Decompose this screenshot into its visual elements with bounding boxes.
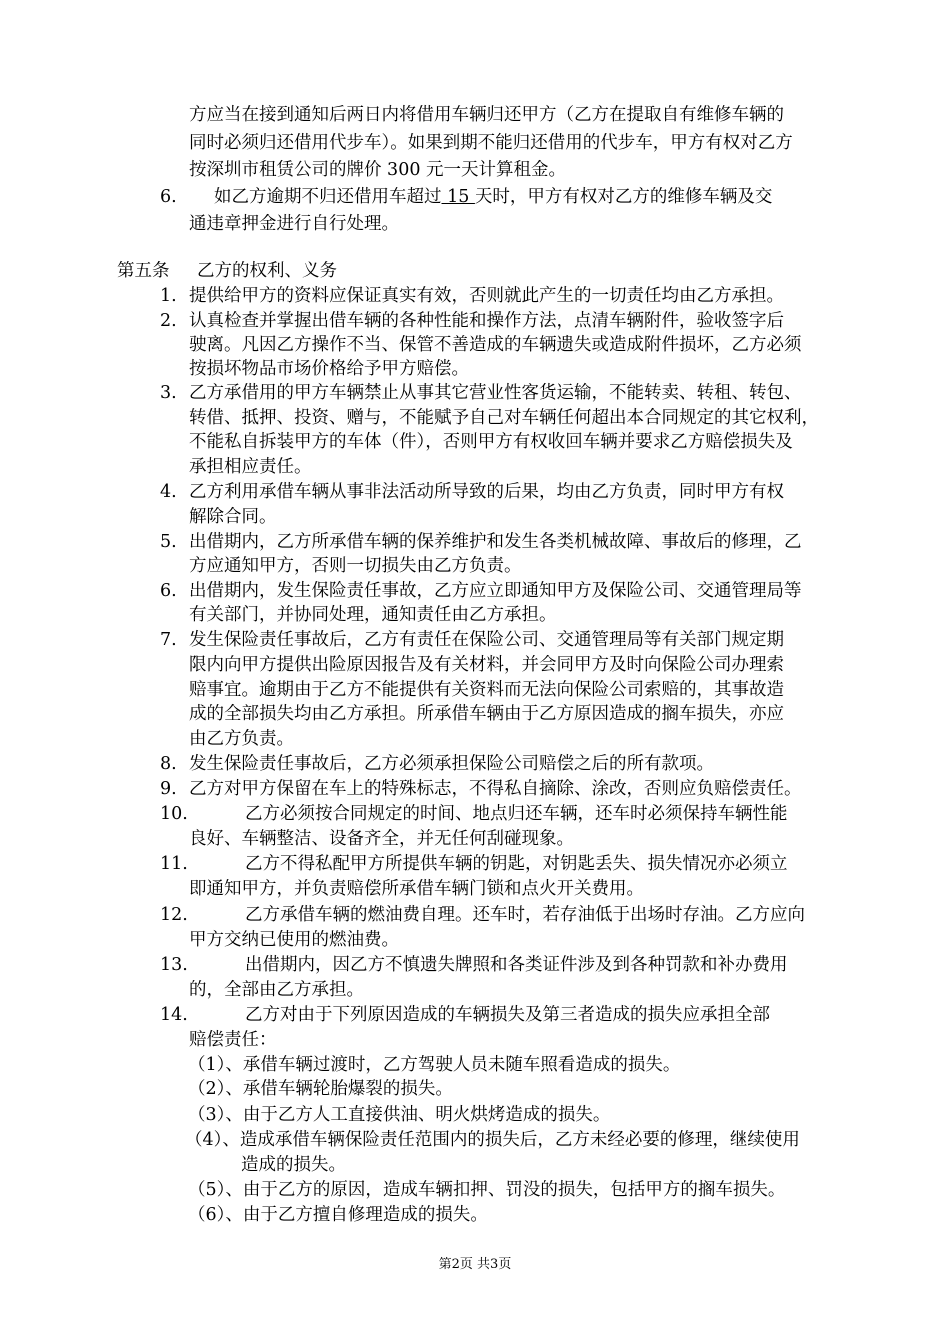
item-number: 8. xyxy=(160,754,177,774)
item-text: 发生保险责任事故后，乙方有责任在保险公司、交通管理局等有关部门规定期 xyxy=(189,630,784,650)
item-text: 转借、抵押、投资、赠与，不能赋予自己对车辆任何超出本合同规定的其它权利， xyxy=(189,408,819,428)
item-text: 驶离。凡因乙方操作不当、保管不善造成的车辆遗失或造成附件损坏，乙方必须 xyxy=(189,335,802,355)
item-text: 限内向甲方提供出险原因报告及有关材料，并会同甲方及时向保险公司办理索 xyxy=(189,655,784,675)
item-text: 认真检查并掌握出借车辆的各种性能和操作方法，点清车辆附件，验收签字后 xyxy=(189,311,784,331)
item-number: 6. xyxy=(160,581,177,601)
item-number: 1. xyxy=(160,286,177,306)
item-text: 不能私自拆装甲方的车体（件），否则甲方有权收回车辆并要求乙方赔偿损失及 xyxy=(189,432,793,452)
sub-item: （5）、由于乙方的原因，造成车辆扣押、罚没的损失，包括甲方的搁车损失。 xyxy=(188,1180,786,1200)
item-text: 出借期内，因乙方不慎遗失牌照和各类证件涉及到各种罚款和补办费用 xyxy=(245,955,788,975)
item-text: 甲方交纳已使用的燃油费。 xyxy=(189,930,399,950)
sub-item: （1）、承借车辆过渡时，乙方驾驶人员未随车照看造成的损失。 xyxy=(188,1055,681,1075)
item-text: 乙方对由于下列原因造成的车辆损失及第三者造成的损失应承担全部 xyxy=(245,1005,770,1025)
item-text: 发生保险责任事故后，乙方必须承担保险公司赔偿之后的所有款项。 xyxy=(189,754,714,774)
item-number: 3. xyxy=(160,383,177,403)
item-text-part: 如乙方逾期不归还借用车超过 xyxy=(214,187,442,207)
item-text: 出借期内，乙方所承借车辆的保养维护和发生各类机械故障、事故后的修理，乙 xyxy=(189,532,802,552)
item-number: 11. xyxy=(160,854,188,874)
continuation-line: 按深圳市租赁公司的牌价 300 元一天计算租金。 xyxy=(189,160,567,180)
item-text: 通违章押金进行自行处理。 xyxy=(189,214,399,234)
item-text: 良好、车辆整洁、设备齐全，并无任何刮碰现象。 xyxy=(189,829,574,849)
item-number: 12. xyxy=(160,905,188,925)
sub-item: （6）、由于乙方擅自修理造成的损失。 xyxy=(188,1205,488,1225)
item-text: 的，全部由乙方承担。 xyxy=(189,980,364,1000)
sub-item: （3）、由于乙方人工直接供油、明火烘烤造成的损失。 xyxy=(188,1105,611,1125)
item-text: 赔偿责任： xyxy=(189,1030,277,1050)
continuation-line: 同时必须归还借用代步车）。如果到期不能归还借用的代步车，甲方有权对乙方 xyxy=(189,133,793,153)
item-text: 成的全部损失均由乙方承担。所承借车辆由于乙方原因造成的搁车损失，亦应 xyxy=(189,704,784,724)
item-text: 乙方对甲方保留在车上的特殊标志，不得私自摘除、涂改，否则应负赔偿责任。 xyxy=(189,779,802,799)
item-number: 5. xyxy=(160,532,177,552)
item-text: 按损坏物品市场价格给予甲方赔偿。 xyxy=(189,359,469,379)
item-text xyxy=(214,185,772,209)
item-text: 有关部门，并协同处理，通知责任由乙方承担。 xyxy=(189,605,557,625)
item-number: 6. xyxy=(160,187,177,207)
item-number: 7. xyxy=(160,630,177,650)
item-number: 10. xyxy=(160,804,188,824)
item-text: 乙方承借用的甲方车辆禁止从事其它营业性客货运输，不能转卖、转租、转包、 xyxy=(189,383,802,403)
item-text: 赔事宜。逾期由于乙方不能提供有关资料而无法向保险公司索赔的，其事故造 xyxy=(189,680,784,700)
continuation-line: 方应当在接到通知后两日内将借用车辆归还甲方（乙方在提取自有维修车辆的 xyxy=(189,105,784,125)
article-title: 乙方的权利、义务 xyxy=(197,261,337,281)
sub-item-continuation: 造成的损失。 xyxy=(241,1155,346,1175)
item-number: 2. xyxy=(160,311,177,331)
item-text: 乙方必须按合同规定的时间、地点归还车辆，还车时必须保持车辆性能 xyxy=(245,804,788,824)
item-number: 14. xyxy=(160,1005,188,1025)
item-text: 承担相应责任。 xyxy=(189,457,312,477)
item-text-part: 天时，甲方有权对乙方的维修车辆及交 xyxy=(474,187,773,207)
item-text: 乙方利用承借车辆从事非法活动所导致的后果，均由乙方负责，同时甲方有权 xyxy=(189,482,784,502)
article-heading: 第五条 xyxy=(117,261,170,281)
item-text: 乙方承借车辆的燃油费自理。还车时，若存油低于出场时存油。乙方应向 xyxy=(245,905,805,925)
item-text: 方应通知甲方，否则一切损失由乙方负责。 xyxy=(189,556,522,576)
item-text: 出借期内，发生保险责任事故，乙方应立即通知甲方及保险公司、交通管理局等 xyxy=(189,581,802,601)
item-number: 13. xyxy=(160,955,188,975)
item-text: 提供给甲方的资料应保证真实有效，否则就此产生的一切责任均由乙方承担。 xyxy=(189,286,784,306)
sub-item: （2）、承借车辆轮胎爆裂的损失。 xyxy=(188,1079,453,1099)
item-text: 解除合同。 xyxy=(189,507,277,527)
item-text: 乙方不得私配甲方所提供车辆的钥匙，对钥匙丢失、损失情况亦必须立 xyxy=(245,854,788,874)
item-number: 4. xyxy=(160,482,177,502)
item-text: 即通知甲方，并负责赔偿所承借车辆门锁和点火开关费用。 xyxy=(189,879,644,899)
days-value: 15 xyxy=(441,187,475,207)
item-number: 9. xyxy=(160,779,177,799)
item-text: 由乙方负责。 xyxy=(189,729,294,749)
page-footer: 第2页 共3页 xyxy=(438,1257,512,1272)
sub-item: （4）、造成承借车辆保险责任范围内的损失后，乙方未经必要的修理，继续使用 xyxy=(185,1130,800,1150)
